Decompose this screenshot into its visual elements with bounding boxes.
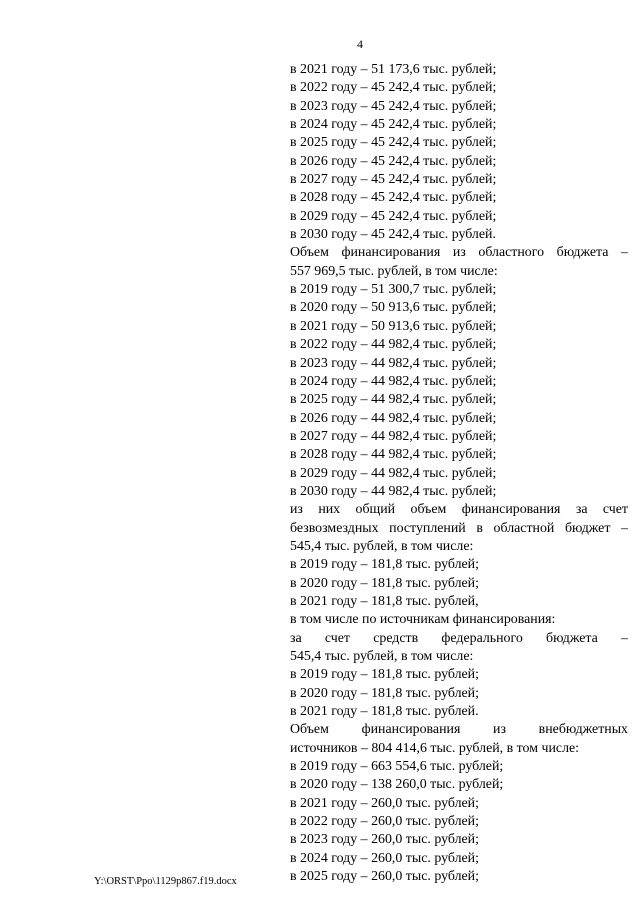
text-line: в 2020 году – 181,8 тыс. рублей;: [290, 575, 479, 591]
text-line: в 2023 году – 45 242,4 тыс. рублей;: [290, 98, 497, 114]
text-line: в 2019 году – 51 300,7 тыс. рублей;: [290, 282, 497, 298]
text-line: в 2028 году – 45 242,4 тыс. рублей;: [290, 190, 497, 206]
text-line: в 2021 году – 51 173,6 тыс. рублей;: [290, 62, 497, 77]
text-line: в 2019 году – 181,8 тыс. рублей;: [290, 557, 479, 573]
footer-file-path: Y:\ORST\Ppo\1129p867.f19.docx: [94, 876, 237, 887]
text-line: в 2030 году – 44 982,4 тыс. рублей;: [290, 483, 497, 499]
text-line: из них общий объем финансирования за счет: [290, 502, 628, 518]
text-line: в 2026 году – 44 982,4 тыс. рублей;: [290, 410, 497, 426]
text-line: в 2024 году – 45 242,4 тыс. рублей;: [290, 117, 497, 133]
text-line: Объем финансирования из внебюджетных: [290, 722, 628, 738]
text-line: в 2025 году – 260,0 тыс. рублей;: [290, 869, 479, 885]
text-line: в 2020 году – 138 260,0 тыс. рублей;: [290, 777, 504, 793]
text-line: в 2020 году – 50 913,6 тыс. рублей;: [290, 300, 497, 316]
text-line: в том числе по источникам финансирования:: [290, 612, 556, 628]
text-line: Объем финансирования из областного бюджета –: [290, 245, 628, 261]
text-line: 545,4 тыс. рублей, в том числе:: [290, 649, 474, 664]
text-line: в 2021 году – 181,8 тыс. рублей,: [290, 593, 479, 609]
text-line: в 2019 году – 181,8 тыс. рублей;: [290, 667, 479, 683]
text-line: в 2019 году – 663 554,6 тыс. рублей;: [290, 759, 504, 775]
text-line: в 2023 году – 260,0 тыс. рублей;: [290, 832, 479, 848]
text-line: в 2029 году – 45 242,4 тыс. рублей;: [290, 208, 497, 224]
text-line: в 2027 году – 44 982,4 тыс. рублей;: [290, 428, 497, 444]
text-line: в 2022 году – 260,0 тыс. рублей;: [290, 814, 479, 830]
text-line: в 2030 году – 45 242,4 тыс. рублей.: [290, 227, 496, 243]
text-line: в 2028 году – 44 982,4 тыс. рублей;: [290, 447, 497, 463]
text-line: в 2021 году – 181,8 тыс. рублей.: [290, 704, 479, 720]
text-line: в 2027 году – 45 242,4 тыс. рублей;: [290, 172, 497, 188]
text-line: в 2021 году – 50 913,6 тыс. рублей;: [290, 318, 497, 334]
text-line: 545,4 тыс. рублей, в том числе:: [290, 538, 474, 554]
text-line: в 2029 году – 44 982,4 тыс. рублей;: [290, 465, 497, 481]
document-body: [290, 61, 628, 886]
text-line: источников – 804 414,6 тыс. рублей, в том числе:: [290, 740, 580, 756]
text-line: за счет средств федерального бюджета –: [290, 630, 628, 646]
text-line: безвозмездных поступлений в областной бюджет –: [290, 520, 628, 536]
text-line: в 2021 году – 260,0 тыс. рублей;: [290, 795, 479, 811]
text-line: в 2025 году – 45 242,4 тыс. рублей;: [290, 135, 497, 151]
text-line: в 2024 году – 260,0 тыс. рублей;: [290, 850, 479, 866]
text-line: в 2023 году – 44 982,4 тыс. рублей;: [290, 355, 497, 371]
text-line: в 2022 году – 45 242,4 тыс. рублей;: [290, 80, 497, 96]
text-line: в 2025 году – 44 982,4 тыс. рублей;: [290, 392, 497, 408]
text-line: 557 969,5 тыс. рублей, в том числе:: [290, 263, 498, 279]
text-line: в 2022 году – 44 982,4 тыс. рублей;: [290, 337, 497, 353]
text-line: в 2020 году – 181,8 тыс. рублей;: [290, 685, 479, 701]
text-line: в 2026 году – 45 242,4 тыс. рублей;: [290, 153, 497, 169]
text-line: в 2024 году – 44 982,4 тыс. рублей;: [290, 373, 497, 389]
page-number: 4: [357, 37, 363, 51]
